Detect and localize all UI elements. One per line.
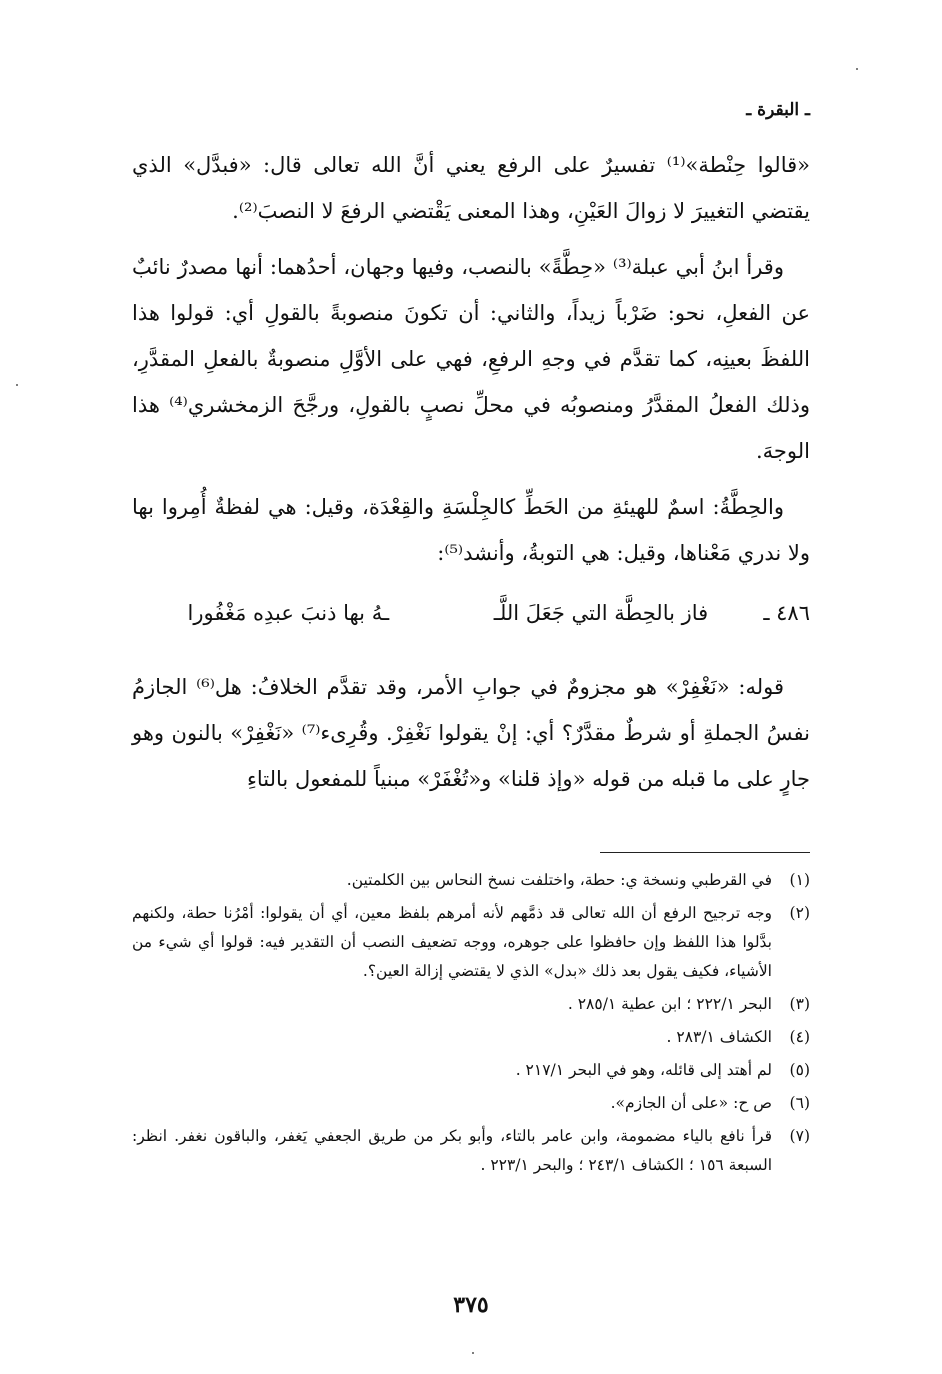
footnote-number: (٢) [789, 904, 810, 922]
scan-speck [16, 384, 18, 386]
footnote-text: البحر ٢٢٢/١ ؛ ابن عطية ٢٨٥/١ . [567, 995, 772, 1013]
footnote-number: (٧) [789, 1127, 810, 1145]
footnotes-list [132, 866, 810, 1184]
footnote-number: (٣) [789, 995, 810, 1013]
poetry-verse [132, 586, 810, 640]
footnote-text: قرأ نافع بالياء مضمومة، وابن عامر بالتاء، وأبو بكر من طريق الجعفي يَغفر، والباقون نغفر. انظر: السبعة ١٥٦ ؛ الكشاف ٢٤٣/١ ؛ والبحر ٢٢٣/١ . [132, 1127, 772, 1174]
footnote-text: لم أهتد إلى قائله، وهو في البحر ٢١٧/١ . [515, 1061, 772, 1079]
footnote-item [132, 866, 810, 895]
footnote-item [132, 1056, 810, 1085]
footnote-number: (١) [789, 871, 810, 889]
footnote-number: (٦) [789, 1094, 810, 1112]
page-number: ٣٧٥ [453, 1292, 489, 1318]
running-header: ـ البقرة ـ [746, 100, 810, 120]
footnote-text: وجه ترجيح الرفع أن الله تعالى قد ذمَّهم لأنه أمرهم بلفظ معين، أي أن يقولوا: أمْرُنا حطة، ولكنهم بدَّلوا هذا اللفظ وإن حافظوا على جوهره، ووجه تضعيف النصب أن التقدير فيه: قولوا أي شيء من الأشياء، فكيف يقول بعد ذلك «بدل» الذي لا يقتضي إزالة العين؟. [132, 904, 772, 980]
footnote-number: (٥) [789, 1061, 810, 1079]
footnote-item [132, 1122, 810, 1180]
footnote-item [132, 1089, 810, 1118]
footnote-item [132, 899, 810, 986]
verse-number: ٤٨٦ ـ [763, 601, 810, 625]
paragraph-4: قوله: «نَغْفِرْ» هو مجزومٌ في جوابِ الأمر، وقد تقدَّم الخلافُ: هل⁽⁶⁾ الجازمُ نفسُ الجملةِ أو شرطٌ مقدَّرٌ؟ أي: إنْ يقولوا نَغْفِرْ. وقُرِىء⁽⁷⁾ «نَغْفِرْ» بالنون وهو جارٍ على ما قبله من قوله «وإذ قلنا» و«تُغْفَرْ» مبنياً للمفعول بالتاءِ [132, 675, 810, 791]
footnote-separator [600, 852, 810, 853]
main-text [132, 142, 810, 812]
paragraph-1: «قالوا حِنْطة»⁽¹⁾ تفسيرٌ على الرفع يعني أنَّ الله تعالى قال: «فبدَّل» الذي يقتضي التغييرَ لا زوالَ العَيْنِ، وهذا المعنى يَقْتضي الرفعَ لا النصبَ⁽²⁾. [132, 153, 810, 223]
verse-second-hemistich: ـهُ بها ذنبَ عبدِه مَغْفُورا [187, 601, 390, 625]
paragraph-2: وقرأ ابنُ أبي عبلة⁽³⁾ «حِطَّةً» بالنصب، وفيها وجهان، أحدُهما: أنها مصدرٌ نائبٌ عن الفعلِ، نحو: ضَرْباً زيداً، والثاني: أن تكونَ منصوبةً بالقولِ أي: قولوا هذا اللفظَ بعينِه، كما تقدَّم في وجهِ الرفعِ، فهي على الأوَّلِ منصوبةٌ بالفعلِ المقدَّرِ، وذلك الفعلُ المقدَّرُ ومنصوبُه في محلِّ نصبٍ بالقولِ، ورجَّحَ الزمخشري⁽⁴⁾ هذا الوجهَ. [132, 255, 811, 463]
verse-first-hemistich: فاز بالحِطَّة التي جَعَلَ اللَّـ [493, 601, 709, 625]
footnote-item [132, 1023, 810, 1052]
paragraph-3: والحِطَّةُ: اسمٌ للهيئةِ من الحَطِّ كالجِلْسَةِ والقِعْدَة، وقيل: هي لفظةٌ أُمِروا بها ولا ندري مَعْناها، وقيل: هي التوبةُ، وأنشد⁽⁵⁾: [132, 495, 810, 565]
scan-speck [472, 1352, 474, 1354]
footnote-number: (٤) [789, 1028, 810, 1046]
footnote-item [132, 990, 810, 1019]
scan-speck [856, 68, 858, 70]
footnote-text: الكشاف ٢٨٣/١ . [666, 1028, 772, 1046]
footnote-text: في القرطبي ونسخة ي: حطة، واختلفت نسخ النحاس بين الكلمتين. [346, 871, 772, 889]
footnote-text: ص ح: «على أن الجازم». [610, 1094, 772, 1112]
